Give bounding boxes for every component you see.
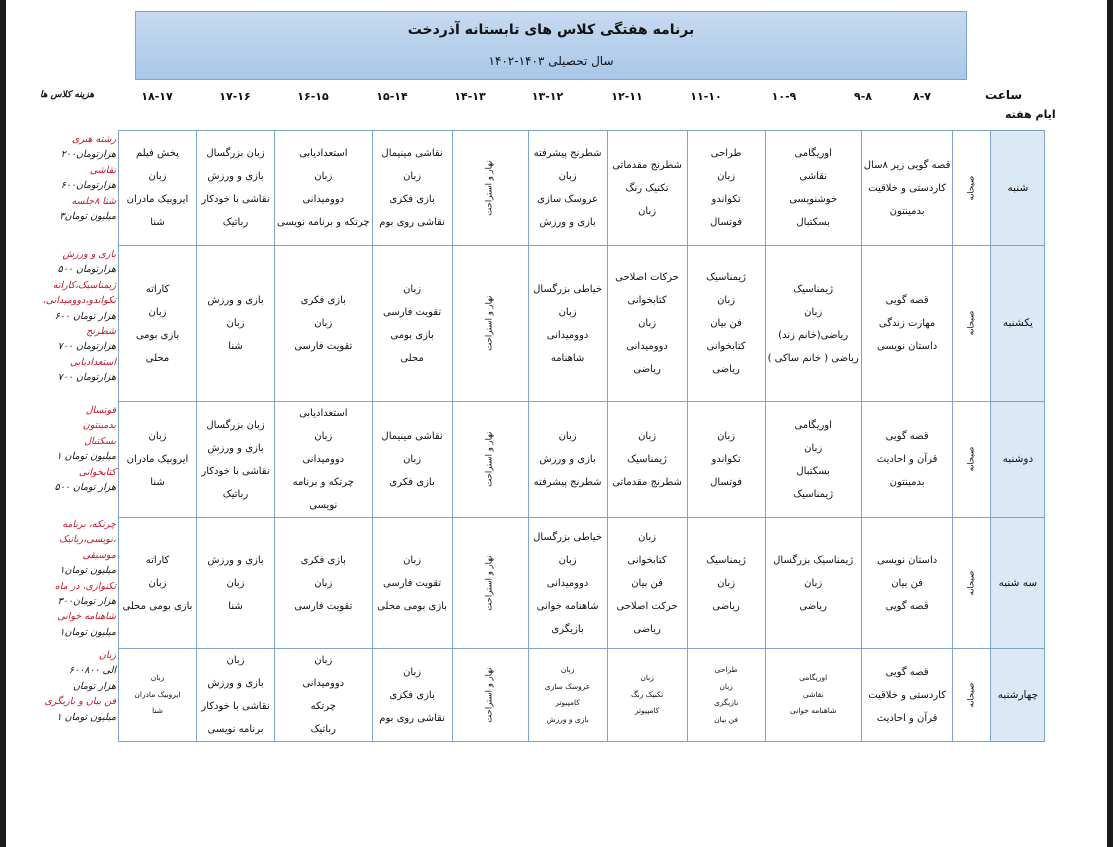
class-name: شطرنج مقدماتی	[612, 477, 682, 488]
class-name: ژیمناسیک	[793, 283, 834, 295]
day-name: سه شنبه	[991, 518, 1045, 649]
class-name: زبان	[403, 554, 422, 566]
class-name: بازی و ورزش	[539, 454, 596, 465]
page-title: برنامه هفتگی کلاس های تابستانه آذردخت	[407, 22, 695, 38]
class-name: نقاشی با خودکار	[201, 465, 270, 477]
class-name: ایروبیک مادران	[126, 194, 189, 205]
class-name: ژیمناسیک	[627, 454, 667, 465]
class-name: قصه گویی	[885, 666, 929, 678]
class-name: بازی و ورزش	[539, 217, 596, 228]
class-name: بازی بومی محلی	[377, 600, 448, 612]
class-cell	[372, 518, 452, 649]
class-name: تقویت فارسی	[294, 341, 353, 352]
page-subtitle: سال تحصیلی ۱۴۰۳-۱۴۰۲	[488, 54, 614, 68]
class-name: حرکات اصلاحی	[615, 272, 679, 283]
class-name: پخش فیلم	[136, 148, 179, 159]
header-cost: هزینه کلاس ها	[40, 90, 95, 100]
class-name: زبان	[148, 577, 167, 589]
class-name: داستان نویسی	[876, 341, 938, 352]
class-name: اوریگامی	[794, 148, 832, 159]
schedule-table	[118, 130, 1045, 742]
time-header: ۱۳-۱۲	[531, 90, 564, 103]
class-name: اوریگامی	[799, 673, 828, 683]
cost-line: ۱میلیون تومان	[59, 626, 116, 638]
class-cell	[528, 131, 607, 246]
rest-label: نهار و استراحت	[484, 431, 495, 488]
class-name: قرآن و احادیث	[876, 712, 938, 724]
class-name: نقاشی با خودکار	[201, 194, 270, 205]
class-name: کامپیوتر	[555, 698, 580, 707]
class-cell	[687, 402, 765, 518]
class-name: زبان	[558, 554, 577, 566]
rest-cell	[452, 246, 528, 402]
rest-cell	[452, 518, 528, 649]
class-name: خیاطی بزرگسال	[533, 531, 602, 543]
class-name: ریاضی	[633, 623, 661, 635]
class-name: زبان	[804, 577, 823, 589]
class-name: شطرنج مقدماتی	[612, 159, 682, 171]
class-name: بازی و ورزش	[207, 171, 264, 182]
class-name: زبان	[314, 318, 333, 329]
class-name: دوومیدانی	[626, 341, 668, 352]
class-name: استعدادیابی	[299, 408, 348, 419]
class-name: زبان	[804, 306, 823, 318]
class-name: طراحی	[710, 148, 742, 159]
class-name: محلی	[145, 352, 170, 364]
class-name: زبان	[226, 655, 245, 666]
class-name: ریاضی	[712, 364, 740, 375]
class-cell	[119, 246, 197, 402]
class-name: ریاضی(خانم زند)	[778, 329, 849, 341]
rest-label: نهار و استراحت	[484, 555, 495, 611]
class-name: فوتسال	[710, 477, 743, 488]
class-name: ژیمناسیک	[706, 554, 746, 566]
cost-line: فن بیان و بازیگری	[44, 696, 116, 708]
class-name: زبان	[638, 431, 657, 442]
class-name: زبان	[558, 431, 577, 442]
class-name: بازیگری	[713, 698, 739, 707]
class-cell	[528, 518, 607, 649]
cost-line: ۷۰۰ هزارتومان	[57, 372, 116, 383]
cost-line: ۳۰۰هزار تومان	[57, 595, 116, 607]
cost-line: کتابخوانی	[78, 466, 116, 478]
class-name: ریاضی	[633, 364, 661, 375]
class-name: تقویت فارسی	[294, 600, 353, 612]
breakfast-cell	[953, 649, 991, 742]
class-name: کامپیوتر	[634, 706, 660, 716]
class-name: نویسی	[309, 500, 338, 511]
day-name: شنبه	[991, 131, 1045, 246]
class-name: چرتکه	[310, 701, 336, 712]
cost-line: ۶۰۰هزارتومان	[60, 180, 116, 192]
class-cell	[765, 649, 861, 742]
class-name: بازی و ورزش	[546, 714, 589, 724]
class-name: ریاضی ( خانم ساکی )	[767, 352, 859, 364]
class-name: اوریگامی	[794, 419, 832, 431]
class-name: بدمینتون	[889, 477, 925, 488]
class-name: بازی فکری	[300, 554, 346, 566]
class-cell	[528, 649, 607, 742]
class-name: قصه گویی	[885, 600, 929, 612]
class-name: کاراته	[145, 554, 170, 566]
class-cell	[275, 131, 373, 246]
class-name: تقویت فارسی	[382, 577, 442, 589]
class-name: نقاشی روی بوم	[379, 217, 445, 228]
time-header: ۱۶-۱۵	[297, 90, 329, 103]
class-cell	[119, 402, 197, 518]
class-cell	[197, 402, 275, 518]
class-name: کتابخوانی	[627, 554, 667, 566]
header-saat: ساعت	[985, 88, 1023, 102]
class-name: زبان	[717, 171, 736, 182]
cost-line: بسکتبال	[84, 435, 116, 447]
class-name: ریاضی	[799, 600, 827, 612]
class-name: دوومیدانی	[302, 678, 345, 689]
class-cell	[275, 402, 373, 518]
class-name: تکنیک رنگ	[625, 182, 669, 194]
cost-block	[40, 247, 118, 401]
cost-line: ۳میلیون تومان	[59, 210, 116, 222]
class-name: زبان	[640, 673, 654, 683]
class-name: شنا	[150, 217, 165, 228]
class-cell	[607, 246, 687, 402]
class-name: زبان	[717, 577, 736, 589]
class-name: دوومیدانی	[546, 329, 589, 341]
breakfast-label: صبحانه	[966, 175, 977, 201]
class-name: رباتیک	[222, 217, 249, 228]
breakfast-cell	[953, 131, 991, 246]
class-name: زبان	[148, 306, 167, 318]
title-box	[135, 11, 967, 80]
class-name: زبان	[717, 295, 736, 306]
time-header: ۱۸-۱۷	[141, 90, 173, 103]
cost-line: بدمینتون	[82, 420, 116, 432]
class-name: شاهنامه خوانی	[789, 706, 837, 716]
class-name: بازیگری	[551, 623, 584, 635]
cost-line: استعدادیابی	[69, 356, 116, 368]
class-name: نقاشی مینیمال	[381, 431, 443, 442]
class-name: کتابخوانی	[706, 341, 746, 352]
day-name: دوشنبه	[991, 402, 1045, 518]
time-header: ۸-۷	[913, 90, 931, 103]
class-name: شطرنج پیشرفته	[533, 477, 602, 488]
class-cell	[197, 131, 275, 246]
class-name: قرآن و احادیث	[876, 454, 938, 465]
class-name: بازی و ورزش	[207, 442, 264, 454]
cost-line: چرتکه، برنامه	[62, 519, 116, 530]
cost-line: ۱ میلیون تومان	[56, 711, 116, 723]
cost-line: هزار تومان	[72, 680, 116, 692]
table-row	[119, 131, 1045, 246]
day-name: یکشنبه	[991, 246, 1045, 402]
class-name: فن بیان	[891, 577, 923, 589]
class-name: خوشنویسی	[789, 194, 838, 205]
class-cell	[765, 402, 861, 518]
class-cell	[119, 649, 197, 742]
class-name: قصه گویی	[885, 431, 929, 442]
class-name: تقویت فارسی	[382, 306, 442, 318]
class-name: بازی بومی	[390, 329, 434, 341]
class-name: بازی و ورزش	[207, 554, 264, 566]
cost-line: ،تکواندو،دوومیدانی	[42, 295, 116, 307]
rest-cell	[452, 131, 528, 246]
class-name: زبان	[148, 171, 167, 182]
breakfast-label: صبحانه	[966, 682, 977, 708]
class-name: قصه گویی	[885, 295, 929, 306]
class-cell	[275, 518, 373, 649]
cost-line: نقاشی	[89, 164, 116, 176]
class-name: عروسک سازی	[544, 681, 591, 691]
class-name: قصه گویی زیر ۸سال	[863, 159, 951, 171]
class-cell	[275, 246, 373, 402]
class-name: زبان	[314, 431, 333, 442]
class-name: شنا	[150, 477, 165, 488]
cost-line: شاهنامه خوانی	[57, 611, 116, 623]
class-name: شنا	[152, 706, 163, 716]
class-name: نقاشی	[802, 689, 824, 699]
class-name: زبان	[403, 666, 422, 678]
class-name: تکواندو	[711, 454, 741, 465]
cost-block	[40, 132, 118, 245]
class-cell	[765, 518, 861, 649]
class-name: ریاضی	[712, 600, 740, 612]
rest-label: نهار و استراحت	[484, 295, 495, 352]
class-cell	[687, 131, 765, 246]
class-name: شنا	[228, 341, 243, 352]
class-name: ژیمناسیک بزرگسال	[773, 554, 854, 566]
class-cell	[607, 402, 687, 518]
class-name: دوومیدانی	[302, 194, 345, 205]
rest-label: نهار و استراحت	[484, 667, 495, 723]
class-cell	[765, 131, 861, 246]
class-name: زبان	[148, 431, 167, 442]
class-name: نقاشی مینیمال	[381, 148, 443, 159]
class-name: زبان	[638, 205, 657, 217]
class-name: فوتسال	[710, 217, 743, 228]
class-cell	[861, 131, 953, 246]
cost-line: نویسی،رباتیک،	[59, 534, 116, 546]
class-cell	[765, 246, 861, 402]
class-name: زبان بزرگسال	[206, 148, 265, 159]
class-name: مهارت زندگی	[878, 318, 936, 329]
class-name: ایروبیک مادران	[126, 454, 189, 465]
class-cell	[687, 246, 765, 402]
breakfast-cell	[953, 402, 991, 518]
class-name: کاردستی و خلاقیت	[868, 689, 946, 701]
class-name: نقاشی روی بوم	[379, 712, 445, 724]
class-name: بسکتبال	[796, 217, 830, 228]
class-name: رباتیک	[310, 724, 336, 735]
class-name: زبان	[403, 283, 422, 295]
class-cell	[197, 518, 275, 649]
class-name: زبان	[314, 171, 333, 182]
class-name: بازی بومی محلی	[122, 600, 193, 612]
rest-cell	[452, 402, 528, 518]
rest-cell	[452, 649, 528, 742]
class-cell	[372, 649, 452, 742]
class-name: فن بیان	[631, 577, 663, 589]
class-cell	[528, 246, 607, 402]
time-header: ۱۰-۹	[771, 90, 797, 103]
cost-line: ۵۰۰ هزار تومان	[54, 481, 116, 493]
cost-line: بازی و ورزش	[62, 249, 116, 260]
class-name: بازی فکری	[300, 295, 346, 306]
day-name: چهارشنبه	[991, 649, 1045, 742]
class-name: شاهنامه خوانی	[536, 600, 599, 612]
class-name: دوومیدانی	[546, 577, 589, 589]
breakfast-label: صبحانه	[966, 570, 977, 596]
table-row	[119, 649, 1045, 742]
class-name: زبان	[558, 306, 577, 318]
breakfast-cell	[953, 518, 991, 649]
class-name: زبان بزرگسال	[206, 419, 265, 431]
class-name: بازی و ورزش	[207, 295, 264, 306]
class-name: زبان	[638, 318, 657, 329]
class-name: زبان	[403, 454, 422, 465]
class-name: زبان	[314, 577, 333, 589]
class-name: نقاشی	[799, 171, 827, 182]
class-cell	[119, 131, 197, 246]
class-cell	[528, 402, 607, 518]
class-name: ژیمناسیک	[706, 272, 746, 283]
cost-line: ۶۰۰الی ۸۰۰	[68, 665, 116, 677]
class-cell	[607, 518, 687, 649]
class-name: زبان	[226, 577, 245, 589]
class-name: ایروبیک مادران	[134, 689, 181, 699]
class-name: بازی فکری	[389, 194, 435, 205]
class-cell	[861, 649, 953, 742]
cost-line: ۱ میلیون تومان	[56, 451, 116, 463]
class-name: تکواندو	[711, 194, 741, 205]
class-name: بدمینتون	[889, 205, 925, 217]
class-name: تکنیک رنگ	[630, 689, 664, 699]
class-name: فن بیان	[714, 714, 738, 724]
class-name: عروسک سازی	[537, 194, 599, 205]
class-name: زبان	[560, 665, 575, 674]
class-cell	[607, 131, 687, 246]
time-header: ۱۴-۱۳	[454, 90, 486, 103]
class-name: چرتکه و برنامه	[292, 477, 354, 488]
class-cell	[197, 649, 275, 742]
class-cell	[861, 402, 953, 518]
table-row	[119, 518, 1045, 649]
time-header: ۹-۸	[854, 90, 872, 103]
class-name: نقاشی با خودکار	[201, 701, 270, 712]
class-name: زبان	[150, 673, 165, 683]
breakfast-cell	[953, 246, 991, 402]
right-frame-edge	[1107, 0, 1113, 847]
cost-line: ژیمناسیک،کاراته	[52, 279, 116, 291]
cost-block	[40, 648, 118, 728]
class-name: شنا	[228, 600, 243, 612]
cost-line: شطرنج	[86, 325, 116, 337]
class-name: برنامه نویسی	[207, 724, 264, 735]
class-name: داستان نویسی	[876, 554, 938, 566]
cost-line: ۵۰۰ هزارتومان	[57, 264, 116, 276]
class-cell	[197, 246, 275, 402]
class-name: زبان	[804, 442, 823, 454]
time-header: ۱۲-۱۱	[611, 90, 643, 103]
class-name: بازی بومی	[135, 329, 180, 341]
cost-line: موسیقی	[82, 549, 116, 561]
cost-line: زبان	[98, 650, 116, 661]
class-name: بازی و ورزش	[207, 678, 264, 689]
class-name: چرتکه و برنامه نویسی	[277, 217, 370, 228]
class-name: کاراته	[145, 283, 170, 295]
class-name: بازی فکری	[389, 477, 435, 488]
class-name: زبان	[717, 431, 736, 442]
breakfast-label: صبحانه	[966, 447, 977, 472]
class-name: خیاطی بزرگسال	[533, 283, 602, 295]
class-name: زبان	[314, 655, 333, 666]
cost-line: ۲۰۰هزارتومان	[60, 149, 116, 161]
class-name: زبان	[226, 318, 245, 329]
time-header: ۱۱-۱۰	[690, 90, 722, 103]
time-header: ۱۵-۱۴	[376, 90, 408, 103]
class-cell	[687, 649, 765, 742]
class-cell	[607, 649, 687, 742]
class-name: کاردستی و خلاقیت	[868, 182, 946, 194]
rest-label: نهار و استراحت	[484, 160, 495, 216]
left-frame-edge	[0, 0, 6, 847]
cost-line: رشته هنری	[71, 134, 116, 145]
cost-line: فوتسال	[85, 405, 116, 416]
class-cell	[861, 518, 953, 649]
class-name: محلی	[400, 352, 424, 364]
class-name: کتابخوانی	[627, 295, 667, 306]
cost-line: شنا ۸جلسه	[71, 195, 116, 207]
class-name: ژیمناسیک	[793, 488, 834, 500]
class-cell	[372, 402, 452, 518]
cost-line: ۶۰۰ هزار تومان	[54, 310, 116, 322]
class-cell	[275, 649, 373, 742]
cost-line: ۷۰۰ هزارتومان	[57, 341, 116, 353]
class-cell	[687, 518, 765, 649]
class-cell	[861, 246, 953, 402]
table-row	[119, 402, 1045, 518]
class-name: رباتیک	[222, 488, 249, 500]
class-name: شطرنج پیشرفته	[533, 148, 602, 159]
class-name: شاهنامه	[550, 352, 585, 364]
class-name: زبان	[719, 681, 733, 691]
cost-line: ۱میلیون تومان	[59, 565, 116, 577]
cost-block	[40, 517, 118, 646]
header-ayam: ایام هفته	[1005, 108, 1056, 121]
class-name: زبان	[403, 171, 422, 182]
cost-line: تکنوازی، در ماه	[54, 580, 116, 592]
class-name: طراحی	[714, 665, 738, 674]
class-name: زبان	[558, 171, 577, 182]
class-name: دوومیدانی	[302, 454, 345, 465]
class-name: بسکتبال	[796, 465, 830, 477]
class-name: استعدادیابی	[299, 148, 348, 159]
class-name: فن بیان	[710, 318, 742, 329]
table-row	[119, 246, 1045, 402]
class-cell	[119, 518, 197, 649]
class-cell	[372, 131, 452, 246]
class-cell	[372, 246, 452, 402]
class-name: حرکت اصلاحی	[616, 600, 678, 612]
breakfast-label: صبحانه	[966, 311, 977, 336]
time-header: ۱۷-۱۶	[219, 90, 251, 103]
class-name: زبان	[638, 531, 657, 543]
cost-block	[40, 403, 118, 515]
class-name: بازی فکری	[389, 689, 435, 701]
